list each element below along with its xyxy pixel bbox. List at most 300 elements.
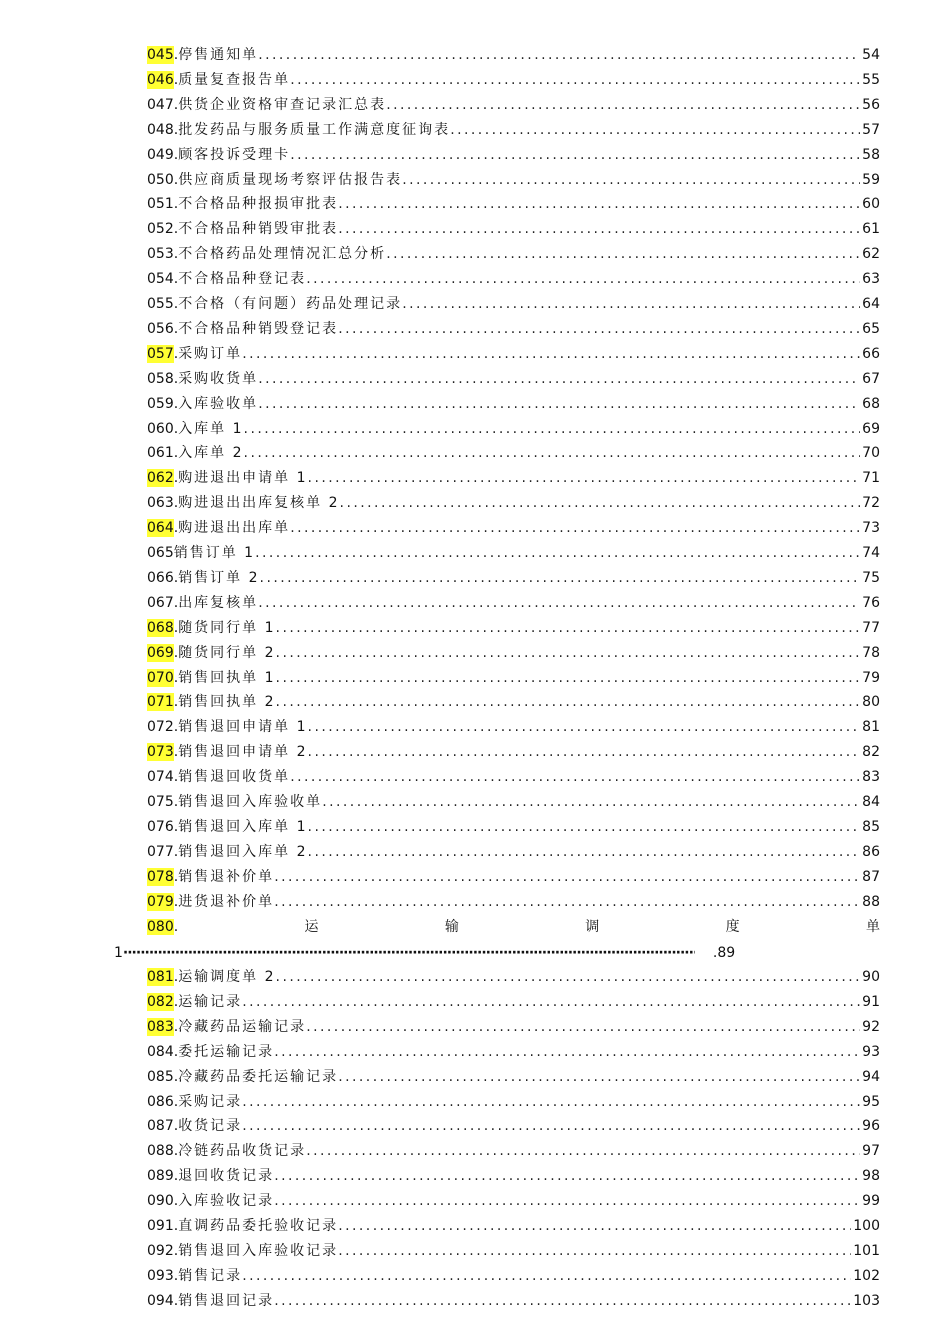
entry-separator: .: [173, 271, 179, 287]
dot-leader: [258, 46, 860, 64]
dot-leader: [123, 944, 695, 962]
entry-number: 075: [147, 794, 174, 810]
entry-page-number: 60: [862, 196, 880, 212]
entry-number: 056: [147, 321, 174, 337]
entry-page-number: 97: [862, 1143, 880, 1159]
entry-separator: .: [173, 1143, 179, 1159]
entry-page-number: 87: [862, 869, 880, 885]
toc-entry[interactable]: [147, 791, 880, 811]
entry-title: 销售订单 1: [173, 545, 256, 561]
entry-page-number: 103: [853, 1293, 880, 1309]
entry-title: 停售通知单: [178, 47, 259, 63]
entry-title: 销售退回申请单 1: [178, 719, 308, 735]
toc-entry[interactable]: [147, 991, 880, 1011]
entry-number: 073: [147, 744, 174, 760]
entry-separator: .: [173, 1268, 179, 1284]
toc-entry[interactable]: [147, 966, 880, 986]
dot-leader: [308, 743, 861, 761]
entry-number: 077: [147, 844, 174, 860]
entry-title: 不合格（有问题）药品处理记录: [178, 296, 403, 312]
entry-page-number: 62: [862, 246, 880, 262]
entry-separator: .: [173, 1243, 179, 1259]
toc-entry[interactable]: [147, 592, 880, 612]
entry-title: 直调药品委托验收记录: [178, 1218, 339, 1234]
entry-number: 079: [147, 894, 174, 910]
entry-number: 066: [147, 570, 174, 586]
entry-page-number: 68: [862, 396, 880, 412]
entry-title: 冷链药品收货记录: [178, 1143, 307, 1159]
entry-title: 随货同行单 2: [178, 645, 276, 661]
entry-separator: .: [173, 969, 179, 985]
toc-entry[interactable]: [147, 119, 880, 139]
toc-entry[interactable]: [147, 691, 880, 711]
entry-title: 收货记录: [178, 1118, 243, 1134]
toc-entry[interactable]: [147, 418, 880, 438]
toc-entry[interactable]: [147, 193, 880, 213]
entry-separator: .: [173, 1218, 179, 1234]
dot-leader: [402, 171, 860, 189]
entry-title: 采购收货单: [178, 371, 259, 387]
entry-page-number: 70: [862, 445, 880, 461]
entry-title: 供应商质量现场考察评估报告表: [178, 172, 403, 188]
toc-entry[interactable]: [147, 1290, 880, 1310]
entry-separator: .: [173, 346, 179, 362]
toc-entry[interactable]: [147, 144, 880, 164]
entry-separator: .: [173, 894, 179, 910]
entry-separator: .: [173, 296, 179, 312]
entry-title: 购进退出出库单: [178, 520, 291, 536]
entry-separator: .: [173, 520, 179, 536]
entry-number: 078: [147, 869, 174, 885]
dot-leader: [308, 718, 861, 736]
entry-title-char: 单: [865, 919, 880, 935]
entry-number: 059: [147, 396, 174, 412]
dot-leader: [308, 843, 861, 861]
entry-number: 091: [147, 1218, 174, 1234]
entry-title: 入库验收记录: [178, 1193, 275, 1209]
entry-number-group: [147, 918, 178, 936]
entry-page-number: 61: [862, 221, 880, 237]
entry-page-number: 71: [862, 470, 880, 486]
dot-leader: [306, 1018, 860, 1036]
entry-number: 093: [147, 1268, 174, 1284]
dot-leader: [276, 968, 861, 986]
toc-entry[interactable]: [147, 1265, 880, 1285]
entry-page-number: 96: [862, 1118, 880, 1134]
dot-leader: [306, 1142, 860, 1160]
entry-page-number: 99: [862, 1193, 880, 1209]
dot-leader: [276, 644, 861, 662]
dot-leader: [338, 1217, 851, 1235]
entry-title: 销售退回申请单 2: [178, 744, 308, 760]
toc-entry[interactable]: [147, 517, 880, 537]
dot-leader: [274, 1192, 860, 1210]
entry-title: 入库单 1: [178, 421, 244, 437]
entry-number: 067: [147, 595, 174, 611]
entry-number: 054: [147, 271, 174, 287]
entry-title-suffix: 1: [114, 945, 123, 961]
entry-page-number: 100: [853, 1218, 880, 1234]
toc-entry[interactable]: [147, 393, 880, 413]
entry-number: 055: [147, 296, 174, 312]
toc-entry[interactable]: [147, 318, 880, 338]
entry-page-number: 80: [862, 694, 880, 710]
toc-entry[interactable]: [147, 1115, 880, 1135]
entry-title-char: 调: [585, 919, 600, 935]
dot-leader: [276, 619, 861, 637]
dot-leader: [306, 270, 860, 288]
entry-page-number: 85: [862, 819, 880, 835]
entry-title: 销售退补价单: [178, 869, 275, 885]
entry-title: 冷藏药品运输记录: [178, 1019, 307, 1035]
entry-separator: .: [173, 570, 179, 586]
entry-number: 074: [147, 769, 174, 785]
entry-page-number: 54: [862, 47, 880, 63]
entry-number: 092: [147, 1243, 174, 1259]
toc-entry[interactable]: [147, 94, 880, 114]
entry-number: 062: [147, 470, 174, 486]
entry-separator: .: [173, 172, 179, 188]
toc-entry[interactable]: [147, 69, 880, 89]
entry-separator: .: [173, 396, 179, 412]
entry-page-number: 73: [862, 520, 880, 536]
entry-number: 060: [147, 421, 174, 437]
dot-leader: [338, 320, 860, 338]
entry-title: 不合格品种销毁审批表: [178, 221, 339, 237]
entry-title: 采购订单: [178, 346, 243, 362]
dot-leader: [258, 370, 860, 388]
dot-leader: [290, 768, 860, 786]
toc-entry[interactable]: [147, 542, 880, 562]
entry-page-number: 74: [862, 545, 880, 561]
toc-entry[interactable]: [147, 293, 880, 313]
toc-entry[interactable]: [147, 642, 880, 662]
entry-separator: .: [173, 744, 179, 760]
entry-page-number: 98: [862, 1168, 880, 1184]
dot-leader: [290, 146, 860, 164]
entry-number: 083: [147, 1019, 174, 1035]
entry-title: 进货退补价单: [178, 894, 275, 910]
entry-separator: .: [173, 595, 179, 611]
toc-entry[interactable]: [147, 368, 880, 388]
entry-number: 069: [147, 645, 174, 661]
entry-separator: .: [173, 719, 179, 735]
dot-leader: [308, 469, 861, 487]
entry-title: 供货企业资格审查记录汇总表: [178, 97, 387, 113]
entry-title: 顾客投诉受理卡: [178, 147, 291, 163]
dot-leader: [386, 245, 860, 263]
entry-title: 销售退回入库单 2: [178, 844, 308, 860]
toc-entry-justified[interactable]: [147, 916, 880, 936]
entry-title: 退回收货记录: [178, 1168, 275, 1184]
entry-page-number: 102: [853, 1268, 880, 1284]
entry-title: 运输调度单 2: [178, 969, 276, 985]
dot-leader: [338, 1068, 860, 1086]
entry-page-number: 78: [862, 645, 880, 661]
toc-entry[interactable]: [147, 268, 880, 288]
entry-title: 购进退出申请单 1: [178, 470, 308, 486]
toc-entry-continuation: [114, 942, 754, 962]
entry-separator: .: [173, 1293, 179, 1309]
entry-title: 采购记录: [178, 1094, 243, 1110]
entry-number: 053: [147, 246, 174, 262]
entry-separator: .: [173, 445, 179, 461]
entry-separator: .: [173, 919, 179, 935]
entry-page-number: 57: [862, 122, 880, 138]
entry-number: 094: [147, 1293, 174, 1309]
entry-separator: .: [173, 72, 179, 88]
dot-leader: [338, 195, 860, 213]
entry-title: 质量复查报告单: [178, 72, 291, 88]
dot-leader: [242, 1093, 860, 1111]
entry-number: 080: [147, 919, 174, 935]
entry-page-number: 56: [862, 97, 880, 113]
entry-number: 084: [147, 1044, 174, 1060]
entry-separator: .: [173, 769, 179, 785]
entry-page-number: 83: [862, 769, 880, 785]
entry-number: 070: [147, 670, 174, 686]
entry-number: 063: [147, 495, 174, 511]
entry-title: 销售退回收货单: [178, 769, 291, 785]
entry-number: 065: [147, 545, 174, 561]
toc-entry[interactable]: [147, 218, 880, 238]
entry-number: 050: [147, 172, 174, 188]
entry-number: 057: [147, 346, 174, 362]
entry-title: 随货同行单 1: [178, 620, 276, 636]
entry-page-number: 91: [862, 994, 880, 1010]
entry-page-number: 66: [862, 346, 880, 362]
entry-separator: .: [173, 670, 179, 686]
entry-separator: .: [173, 495, 179, 511]
entry-number: 058: [147, 371, 174, 387]
dot-leader: [274, 868, 860, 886]
entry-page-number: 93: [862, 1044, 880, 1060]
toc-entry[interactable]: [147, 866, 880, 886]
toc-entry[interactable]: [147, 766, 880, 786]
entry-title: 销售退回入库验收记录: [178, 1243, 339, 1259]
entry-page-number: 55: [862, 72, 880, 88]
dot-leader: [322, 793, 860, 811]
toc-entry[interactable]: [147, 44, 880, 64]
entry-title: 销售退回记录: [178, 1293, 275, 1309]
toc-entry[interactable]: [147, 741, 880, 761]
dot-leader: [274, 1043, 860, 1061]
entry-title: 委托运输记录: [178, 1044, 275, 1060]
entry-separator: .: [173, 1094, 179, 1110]
dot-leader: [244, 420, 861, 438]
entry-page-number: 84: [862, 794, 880, 810]
entry-title: 不合格品种登记表: [178, 271, 307, 287]
toc-entry[interactable]: [147, 343, 880, 363]
toc-entry[interactable]: [147, 243, 880, 263]
entry-separator: .: [173, 246, 179, 262]
toc-entry[interactable]: [147, 1041, 880, 1061]
entry-separator: .: [173, 1168, 179, 1184]
toc-entry[interactable]: [147, 841, 880, 861]
dot-leader: [276, 693, 861, 711]
dot-leader: [308, 818, 861, 836]
entry-separator: .: [173, 1044, 179, 1060]
entry-page-number: .89: [712, 945, 736, 961]
entry-separator: .: [173, 694, 179, 710]
dot-leader: [402, 295, 860, 313]
entry-separator: .: [173, 645, 179, 661]
entry-page-number: 88: [862, 894, 880, 910]
entry-separator: .: [173, 994, 179, 1010]
dot-leader: [258, 395, 860, 413]
entry-title-char: 运: [304, 919, 319, 935]
dot-leader: [274, 893, 860, 911]
entry-separator: .: [173, 869, 179, 885]
entry-separator: .: [173, 844, 179, 860]
entry-separator: .: [173, 321, 179, 337]
toc-entry[interactable]: [147, 667, 880, 687]
toc-entry[interactable]: [147, 567, 880, 587]
entry-separator: .: [173, 221, 179, 237]
entry-separator: .: [173, 421, 179, 437]
entry-title: 出库复核单: [178, 595, 259, 611]
entry-page-number: 82: [862, 744, 880, 760]
dot-leader: [242, 1117, 860, 1135]
entry-title: 不合格药品处理情况汇总分析: [178, 246, 387, 262]
dot-leader: [276, 669, 861, 687]
entry-page-number: 63: [862, 271, 880, 287]
dot-leader: [290, 71, 860, 89]
entry-page-number: 64: [862, 296, 880, 312]
entry-title: 购进退出出库复核单 2: [178, 495, 340, 511]
entry-title-char: 度: [725, 919, 740, 935]
entry-separator: .: [173, 196, 179, 212]
entry-separator: .: [173, 1118, 179, 1134]
toc-entry[interactable]: [147, 617, 880, 637]
dot-leader: [258, 594, 860, 612]
entry-page-number: 81: [862, 719, 880, 735]
entry-number: 045: [147, 47, 174, 63]
toc-entry[interactable]: [147, 1016, 880, 1036]
entry-number: 085: [147, 1069, 174, 1085]
entry-title: 不合格品种报损审批表: [178, 196, 339, 212]
toc-entry[interactable]: [147, 467, 880, 487]
entry-separator: .: [173, 147, 179, 163]
entry-separator: .: [173, 47, 179, 63]
toc-entry[interactable]: [147, 169, 880, 189]
entry-number: 052: [147, 221, 174, 237]
entry-number: 089: [147, 1168, 174, 1184]
dot-leader: [242, 345, 860, 363]
entry-number: 049: [147, 147, 174, 163]
entry-page-number: 59: [862, 172, 880, 188]
dot-leader: [260, 569, 861, 587]
entry-page-number: 58: [862, 147, 880, 163]
entry-separator: .: [173, 122, 179, 138]
entry-page-number: 101: [853, 1243, 880, 1259]
toc-entry[interactable]: [147, 716, 880, 736]
toc-entry[interactable]: [147, 1165, 880, 1185]
entry-separator: .: [173, 470, 179, 486]
entry-page-number: 67: [862, 371, 880, 387]
entry-page-number: 95: [862, 1094, 880, 1110]
entry-number: 090: [147, 1193, 174, 1209]
entry-number: 072: [147, 719, 174, 735]
toc-entry[interactable]: [147, 1190, 880, 1210]
toc-entry[interactable]: [147, 1240, 880, 1260]
entry-separator: .: [173, 819, 179, 835]
entry-title-char: 输: [444, 919, 459, 935]
entry-title: 销售回执单 1: [178, 670, 276, 686]
entry-title: 销售退回入库单 1: [178, 819, 308, 835]
entry-number: 087: [147, 1118, 174, 1134]
entry-page-number: 90: [862, 969, 880, 985]
entry-page-number: 77: [862, 620, 880, 636]
dot-leader: [274, 1292, 851, 1310]
entry-title: 销售回执单 2: [178, 694, 276, 710]
dot-leader: [450, 121, 860, 139]
dot-leader: [274, 1167, 860, 1185]
entry-number: 082: [147, 994, 174, 1010]
toc-entry[interactable]: [147, 1140, 880, 1160]
dot-leader: [386, 96, 860, 114]
entry-page-number: 79: [862, 670, 880, 686]
entry-page-number: 65: [862, 321, 880, 337]
entry-number: 086: [147, 1094, 174, 1110]
entry-page-number: 76: [862, 595, 880, 611]
entry-separator: .: [173, 97, 179, 113]
entry-page-number: 92: [862, 1019, 880, 1035]
toc-entry[interactable]: [147, 816, 880, 836]
dot-leader: [255, 544, 860, 562]
toc-entry[interactable]: [147, 891, 880, 911]
dot-leader: [244, 444, 861, 462]
toc-entry[interactable]: [147, 1066, 880, 1086]
entry-separator: .: [173, 794, 179, 810]
toc-entry[interactable]: [147, 492, 880, 512]
entry-number: 081: [147, 969, 174, 985]
entry-separator: .: [173, 1193, 179, 1209]
dot-leader: [290, 519, 860, 537]
entry-page-number: 94: [862, 1069, 880, 1085]
entry-title: 运输记录: [178, 994, 243, 1010]
entry-number: 047: [147, 97, 174, 113]
entry-number: 046: [147, 72, 174, 88]
entry-title: 销售记录: [178, 1268, 243, 1284]
toc-entry[interactable]: [147, 442, 880, 462]
entry-number: 071: [147, 694, 174, 710]
entry-number: 068: [147, 620, 174, 636]
entry-title: 入库验收单: [178, 396, 259, 412]
entry-number: 051: [147, 196, 174, 212]
dot-leader: [338, 220, 860, 238]
dot-leader: [242, 1267, 851, 1285]
entry-separator: .: [173, 620, 179, 636]
toc-entry[interactable]: [147, 1091, 880, 1111]
dot-leader: [242, 993, 860, 1011]
entry-number: 061: [147, 445, 174, 461]
entry-page-number: 69: [862, 421, 880, 437]
entry-number: 064: [147, 520, 174, 536]
dot-leader: [338, 1242, 851, 1260]
entry-title: 冷藏药品委托运输记录: [178, 1069, 339, 1085]
entry-page-number: 72: [862, 495, 880, 511]
entry-number: 048: [147, 122, 174, 138]
toc-entry[interactable]: [147, 1215, 880, 1235]
entry-title: 批发药品与服务质量工作满意度征询表: [178, 122, 451, 138]
entry-separator: .: [173, 1019, 179, 1035]
entry-page-number: 86: [862, 844, 880, 860]
entry-page-number: 75: [862, 570, 880, 586]
entry-separator: .: [173, 1069, 179, 1085]
entry-title: 销售订单 2: [178, 570, 260, 586]
entry-number: 076: [147, 819, 174, 835]
